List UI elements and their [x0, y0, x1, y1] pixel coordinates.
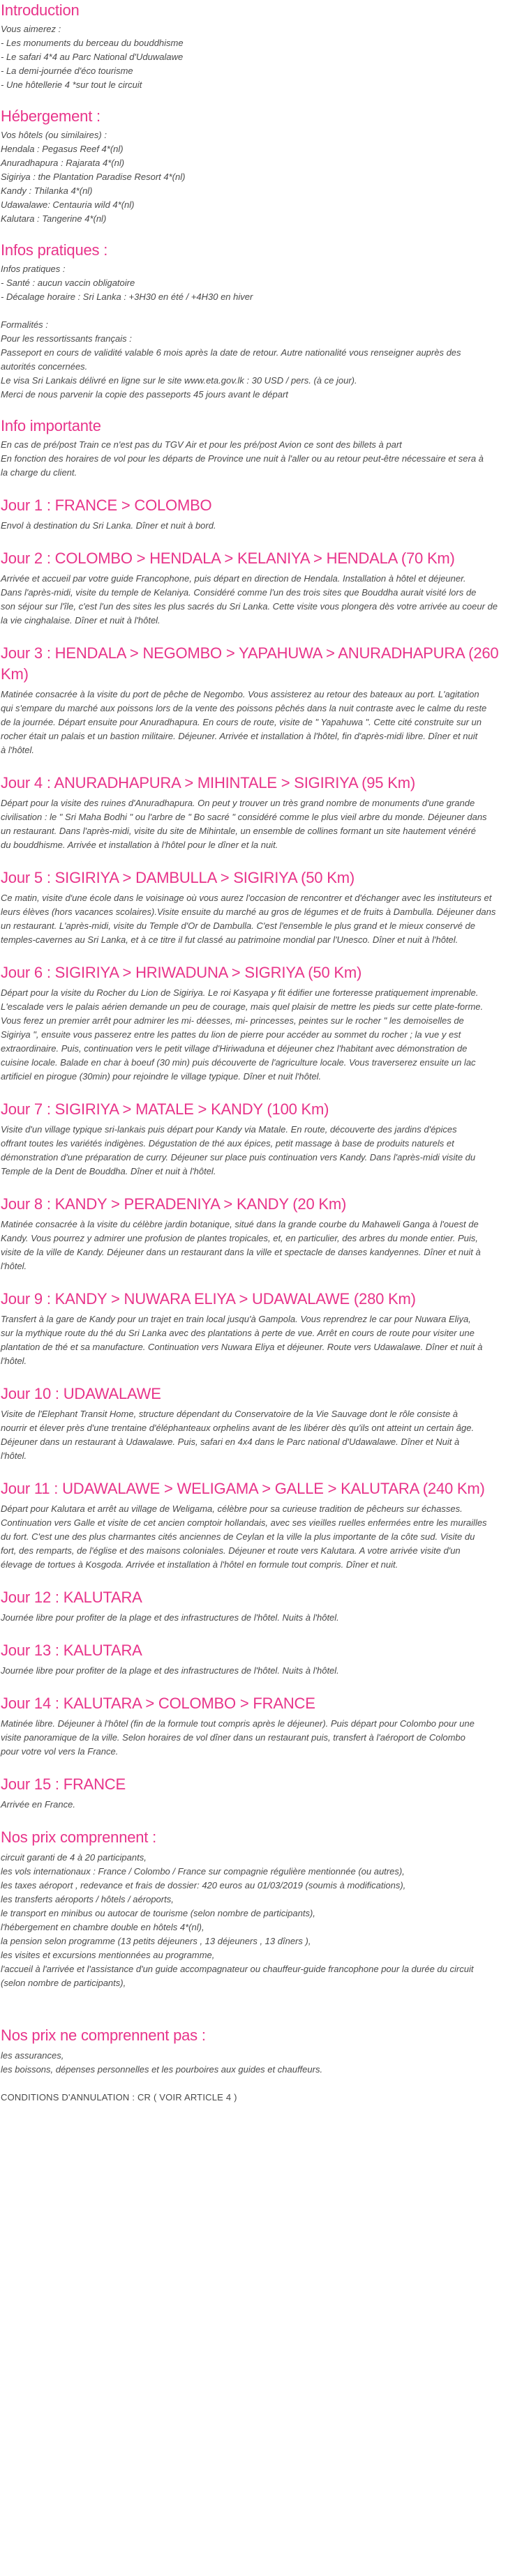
- prix-non-compris-body: [1, 2049, 524, 2077]
- list-item: les visites et excursions mentionnées au programme,: [1, 1950, 215, 1960]
- text-line: élevage de tortues à Kosgoda. Arrivée et installation à l'hôtel en formule tout compris. Dîner et nuit.: [1, 1559, 398, 1570]
- day-body: [1, 1502, 524, 1572]
- list-item: (selon nombre de participants),: [1, 1978, 126, 1988]
- day-section: [1, 1587, 524, 1625]
- day-section: [1, 962, 524, 1084]
- day-title: Jour 5 : SIGIRIYA > DAMBULLA > SIGIRIYA (50 Km): [1, 869, 355, 886]
- text-line: fort, des remparts, de l'église et des maisons coloniales. Déjeuner et route vers Kalutara. A votre arrivée visite d'un: [1, 1545, 461, 1556]
- text-line: Journée libre pour profiter de la plage et des infrastructures de l'hôtel. Nuits à l'hôtel.: [1, 1665, 339, 1676]
- hebergement-body: [1, 128, 524, 226]
- text-line: Départ pour la visite des ruines d'Anuradhapura. On peut y trouver un très grand nombre de monuments d'une grande: [1, 798, 475, 808]
- text-line: Visite de l'Elephant Transit Home, structure dépendant du Conservatoire de la Vie Sauvage dont le rôle consiste à: [1, 1409, 459, 1419]
- list-item: les transferts aéroports / hôtels / aéroports,: [1, 1894, 174, 1904]
- day-section: [1, 1099, 524, 1179]
- day-body: [1, 1664, 524, 1678]
- text-line: Déjeuner dans un restaurant à Udawalawe. Puis, safari en 4x4 dans le Parc national d'Udawalawe. Dîner et Nuit à: [1, 1437, 460, 1447]
- day-section: [1, 1289, 524, 1368]
- day-title: Jour 12 : KALUTARA: [1, 1589, 142, 1606]
- text-line: Hendala : Pegasus Reef 4*(nl): [1, 144, 124, 154]
- text-line: un restaurant. L'après-midi, visite du Temple d'Or de Dambulla. C'est l'ensemble le plus grand et le mieux conservé de: [1, 920, 476, 931]
- text-line: Infos pratiques :: [1, 264, 66, 274]
- list-item: le transport en minibus ou autocar de tourisme (selon nombre de participants),: [1, 1908, 315, 1918]
- text-line: civilisation : le " Sri Maha Bodhi " ou l'arbre de " Bo sacré " considéré comme le plus vieil arbre du monde. Déjeuner dans: [1, 812, 487, 822]
- list-item: les boissons, dépenses personnelles et les pourboires aux guides et chauffeurs.: [1, 2064, 323, 2075]
- day-section: [1, 548, 524, 628]
- day-body: [1, 1798, 524, 1812]
- day-section: [1, 1774, 524, 1812]
- day-section: [1, 1384, 524, 1463]
- text-line: Kandy. Vous pourrez y admirer une profusion de plantes tropicales, et, en particulier, des arbres du monde entier. Puis,: [1, 1233, 478, 1243]
- text-line: artificiel en pirogue (30min) pour rejoindre le village typique. Dîner et nuit l'hôtel.: [1, 1071, 322, 1082]
- list-item: l'accueil à l'arrivée et l'assistance d'un guide accompagnateur ou chauffeur-guide francophone pour la durée du circuit: [1, 1964, 474, 1974]
- text-line: Matinée libre. Déjeuner à l'hôtel (fin de la formule tout compris après le déjeuner). Puis départ pour Colombo pour une: [1, 1718, 475, 1729]
- text-line: Passeport en cours de validité valable 6 mois après la date de retour. Autre nationalité vous renseigner auprès des: [1, 347, 461, 358]
- intro-body: [1, 22, 524, 92]
- text-line: sur la mythique route du thé du Sri Lanka avec des plantations à perte de vue. Arrêt en cours de route pour visiter une: [1, 1328, 475, 1338]
- day-body: [1, 1611, 524, 1625]
- text-line: L'escalade vers le palais aérien demande un peu de courage, mais quel plaisir de mettre les pieds sur cette plate-forme.: [1, 1001, 484, 1012]
- info-importante-body: [1, 438, 524, 480]
- hebergement-title: Hébergement :: [1, 107, 100, 125]
- prix-compris-body: [1, 1851, 524, 1990]
- text-line: Départ pour la visite du Rocher du Lion de Sigiriya. Le roi Kasyapa y fit édifier une forteresse pratiquement imprenable.: [1, 987, 479, 998]
- text-line: à l'hôtel.: [1, 745, 35, 755]
- day-body: [1, 891, 524, 947]
- text-line: Formalités :: [1, 319, 48, 330]
- text-line: leurs élèves (hors vacances scolaires).Visite ensuite du marché au gros de légumes et de fruits à Dambulla. Déjeuner dans: [1, 907, 496, 917]
- text-line: offrant toutes les variétés indigènes. Dégustation de thé aux épices, petit massage à base de produits naturels et: [1, 1138, 454, 1149]
- list-item: circuit garanti de 4 à 20 participants,: [1, 1852, 147, 1863]
- cancellation-conditions: CONDITIONS D'ANNULATION : CR ( VOIR ARTICLE 4 ): [1, 2092, 237, 2103]
- text-line: - Les monuments du berceau du bouddhisme: [1, 38, 184, 48]
- intro-section: [1, 0, 524, 92]
- text-line: - Une hôtellerie 4 *sur tout le circuit: [1, 79, 142, 90]
- day-title: Jour 14 : KALUTARA > COLOMBO > FRANCE: [1, 1695, 315, 1712]
- infos-title: Infos pratiques :: [1, 241, 108, 259]
- prix-compris-section: [1, 1827, 524, 1990]
- day-title: Jour 15 : FRANCE: [1, 1775, 126, 1793]
- list-item: la pension selon programme (13 petits déjeuners , 13 déjeuners , 13 dîners ),: [1, 1936, 311, 1946]
- text-line: Journée libre pour profiter de la plage et des infrastructures de l'hôtel. Nuits à l'hôtel.: [1, 1612, 339, 1623]
- day-body: [1, 519, 524, 533]
- text-line: Pour les ressortissants français :: [1, 333, 132, 344]
- day-body: [1, 796, 524, 852]
- text-line: En fonction des horaires de vol pour les départs de Province une nuit à l'aller ou au retour peut-être nécessaire et sera à: [1, 453, 484, 464]
- list-item: l'hébergement en chambre double en hôtels 4*(nl),: [1, 1922, 204, 1932]
- day-title: Jour 7 : SIGIRIYA > MATALE > KANDY (100 Km): [1, 1100, 329, 1118]
- text-line: - Décalage horaire : Sri Lanka : +3H30 en été / +4H30 en hiver: [1, 291, 253, 302]
- text-line: Merci de nous parvenir la copie des passeports 45 jours avant le départ: [1, 389, 288, 400]
- text-line: - Le safari 4*4 au Parc National d'Uduwalawe: [1, 52, 184, 62]
- text-line: Sigiriya : the Plantation Paradise Resort 4*(nl): [1, 172, 186, 182]
- infos-section: [1, 240, 524, 402]
- text-line: extraordinaire. Puis, continuation vers le petit village d'Hiriwaduna et déjeuner chez l'habitant avec démonstration de: [1, 1043, 468, 1054]
- day-title: Jour 4 : ANURADHAPURA > MIHINTALE > SIGIRIYA (95 Km): [1, 774, 415, 791]
- text-line: cuisine locale. Balade en char à boeuf (30 min) puis découverte de l'agriculture locale. Vous traverserez ensuite un lac: [1, 1057, 476, 1068]
- text-line: de la journée. Départ ensuite pour Anuradhapura. En cours de route, visite de " Yapahuwa ". Cette cité construite sur un: [1, 717, 482, 727]
- text-line: Kandy : Thilanka 4*(nl): [1, 185, 93, 196]
- text-line: Matinée consacrée à la visite du port de pêche de Negombo. Vous assisterez au retour des bateaux au port. L'agitation: [1, 689, 479, 699]
- text-line: Arrivée en France.: [1, 1799, 75, 1810]
- text-line: Départ pour Kalutara et arrêt au village de Weligama, célèbre pour sa curieuse tradition de pêcheurs sur échasses.: [1, 1503, 463, 1514]
- text-line: la charge du client.: [1, 467, 77, 478]
- text-line: visite panoramique de la ville. Selon horaires de vol dîner dans un restaurant puis, transfert à l'aéroport de Colombo: [1, 1732, 465, 1743]
- text-line: son séjour sur l'île, c'est l'un des sites les plus sacrés du Sri Lanka. Cette visite vous plongera dès votre arrivée au coeur de: [1, 601, 498, 612]
- text-line: qui s'empare du marché aux poissons lors de la vente des poissons pêchés dans la nuit contraste avec le calme du reste: [1, 703, 487, 713]
- text-line: Sigiriya ", ensuite vous passerez entre les pattes du lion de pierre pour accéder au sommet du rocher ; la vue y est: [1, 1029, 461, 1040]
- day-title: Jour 8 : KANDY > PERADENIYA > KANDY (20 Km): [1, 1195, 347, 1213]
- text-line: Vos hôtels (ou similaires) :: [1, 130, 107, 140]
- text-line: rocher était un palais et un bastion militaire. Déjeuner. Arrivée et installation à l'hôtel, fin d'après-midi libre. Dîner et nuit: [1, 731, 478, 741]
- day-section: [1, 495, 524, 533]
- day-body: [1, 986, 524, 1084]
- day-title: Jour 10 : UDAWALAWE: [1, 1385, 161, 1402]
- day-title-line: Jour 3 : HENDALA > NEGOMBO > YAPAHUWA > ANURADHAPURA (260: [1, 644, 499, 662]
- prix-non-compris-section: [1, 2025, 524, 2077]
- text-line: plantation de thé et sa manufacture. Continuation vers Nuwara Eliya et déjeuner. Route vers Udawalawe. Dîner et nuit à: [1, 1342, 483, 1352]
- text-line: Ce matin, visite d'une école dans le voisinage où vous aurez l'occasion de rencontrer et d'échanger avec les instituteurs et: [1, 893, 492, 903]
- text-line: un restaurant. Dans l'après-midi, visite du site de Mihintale, un ensemble de collines formant un site hautement vénéré: [1, 826, 477, 836]
- day-section: [1, 867, 524, 947]
- text-line: la vie cinghalaise. Dîner et nuit à l'hôtel.: [1, 615, 161, 626]
- list-item: les taxes aéroport , redevance et frais de dossier: 420 euros au 01/03/2019 (soumis à modifications),: [1, 1880, 406, 1891]
- text-line: [1, 304, 524, 318]
- prix-compris-title: Nos prix comprennent :: [1, 1828, 157, 1846]
- text-line: l'hôtel.: [1, 1356, 27, 1366]
- text-line: nourrir et élever près d'une trentaine d'éléphanteaux orphelins avant de les libérer dès qu'ils ont atteint un certain âge.: [1, 1423, 475, 1433]
- text-line: visite de la ville de Kandy. Déjeuner dans un restaurant dans la ville et spectacle de danses kandyennes. Dîner et nuit à: [1, 1247, 481, 1257]
- info-importante-section: [1, 416, 524, 480]
- text-line: - Santé : aucun vaccin obligatoire: [1, 278, 135, 288]
- day-title: Jour 9 : KANDY > NUWARA ELIYA > UDAWALAWE (280 Km): [1, 1290, 416, 1308]
- day-body: [1, 572, 524, 628]
- prix-non-compris-title: Nos prix ne comprennent pas :: [1, 2026, 206, 2044]
- text-line: Kalutara : Tangerine 4*(nl): [1, 213, 107, 224]
- day-body: [1, 1407, 524, 1463]
- day-section: [1, 1640, 524, 1678]
- day-section: [1, 1194, 524, 1273]
- text-line: Le visa Sri Lankais délivré en ligne sur le site www.eta.gov.lk : 30 USD / pers. (à ce jour).: [1, 375, 357, 386]
- day-title: Jour 1 : FRANCE > COLOMBO: [1, 497, 212, 514]
- text-line: Vous aimerez :: [1, 24, 61, 34]
- day-body: [1, 688, 524, 757]
- text-line: Vous ferez un premier arrêt pour admirer les mi- déesses, mi- princesses, peintes sur le rocher " les demoiselles de: [1, 1015, 464, 1026]
- text-line: démonstration d'une préparation de curry. Déjeuner sur place puis continuation vers Kandy. Dans l'après-midi visite du: [1, 1152, 476, 1162]
- text-line: Udawalawe: Centauria wild 4*(nl): [1, 199, 135, 210]
- day-title: Jour 2 : COLOMBO > HENDALA > KELANIYA > HENDALA (70 Km): [1, 550, 455, 567]
- itinerary: [1, 495, 524, 1812]
- day-body: [1, 1717, 524, 1759]
- text-line: Arrivée et accueil par votre guide Francophone, puis départ en direction de Hendala. Installation à hôtel et déjeuner.: [1, 573, 466, 584]
- day-section: [1, 1478, 524, 1572]
- day-title: Jour 11 : UDAWALAWE > WELIGAMA > GALLE > KALUTARA (240 Km): [1, 1480, 485, 1497]
- day-section: [1, 1693, 524, 1759]
- hebergement-section: [1, 106, 524, 226]
- text-line: Anuradhapura : Rajarata 4*(nl): [1, 158, 125, 168]
- text-line: Dans l'après-midi, visite du temple de Kelaniya. Considéré comme l'un des trois sites que Bouddha aurait visité lors de: [1, 587, 477, 598]
- text-line: Temple de la Dent de Bouddha. Dîner et nuit à l'hôtel.: [1, 1166, 216, 1176]
- conditions-section: [1, 2091, 524, 2105]
- text-line: Continuation vers Galle et visite de cet ancien comptoir hollandais, avec ses vieilles ruelles enfermées entre les murailles: [1, 1517, 487, 1528]
- day-title: [1, 643, 524, 685]
- text-line: pour votre vol vers la France.: [1, 1746, 119, 1757]
- day-title: Jour 13 : KALUTARA: [1, 1642, 142, 1659]
- day-body: [1, 1312, 524, 1368]
- text-line: du fort. C'est une des plus charmantes cités anciennes de Ceylan et la ville la plus importante de la côte sud. Visite du: [1, 1531, 475, 1542]
- text-line: Envol à destination du Sri Lanka. Dîner et nuit à bord.: [1, 520, 216, 531]
- day-body: [1, 1123, 524, 1179]
- text-line: l'hôtel.: [1, 1261, 27, 1271]
- day-body: [1, 1218, 524, 1273]
- text-line: temples-cavernes au Sri Lanka, et à ce titre il fut classé au patrimoine mondial par l'Unesco. Dîner et nuit à l'hôtel.: [1, 934, 459, 945]
- day-section: [1, 643, 524, 757]
- list-item: les vols internationaux : France / Colombo / France sur compagnie régulière mentionnée (ou autres),: [1, 1866, 405, 1877]
- text-line: du bouddhisme. Arrivée et installation à l'hôtel pour le dîner et la nuit.: [1, 840, 278, 850]
- text-line: l'hôtel.: [1, 1450, 27, 1461]
- info-importante-title: Info importante: [1, 417, 101, 434]
- text-line: En cas de pré/post Train ce n'est pas du TGV Air et pour les pré/post Avion ce sont des billets à part: [1, 439, 402, 450]
- intro-title: Introduction: [1, 1, 80, 19]
- infos-body: [1, 262, 524, 402]
- text-line: Matinée consacrée à la visite du célèbre jardin botanique, situé dans la grande courbe du Mahaweli Ganga à l'ouest de: [1, 1219, 479, 1229]
- day-title: Jour 6 : SIGIRIYA > HRIWADUNA > SIGRIYA (50 Km): [1, 964, 362, 981]
- text-line: Transfert à la gare de Kandy pour un trajet en train local jusqu'à Gampola. Vous reprendrez le car pour Nuwara Eliya,: [1, 1314, 471, 1324]
- day-title-line: Km): [1, 665, 29, 683]
- text-line: autorités concernées.: [1, 361, 88, 372]
- day-section: [1, 773, 524, 852]
- list-item: les assurances,: [1, 2050, 64, 2061]
- text-line: Visite d'un village typique sri-lankais puis départ pour Kandy via Matale. En route, découverte des jardins d'épices: [1, 1124, 457, 1135]
- text-line: - La demi-journée d'éco tourisme: [1, 66, 133, 76]
